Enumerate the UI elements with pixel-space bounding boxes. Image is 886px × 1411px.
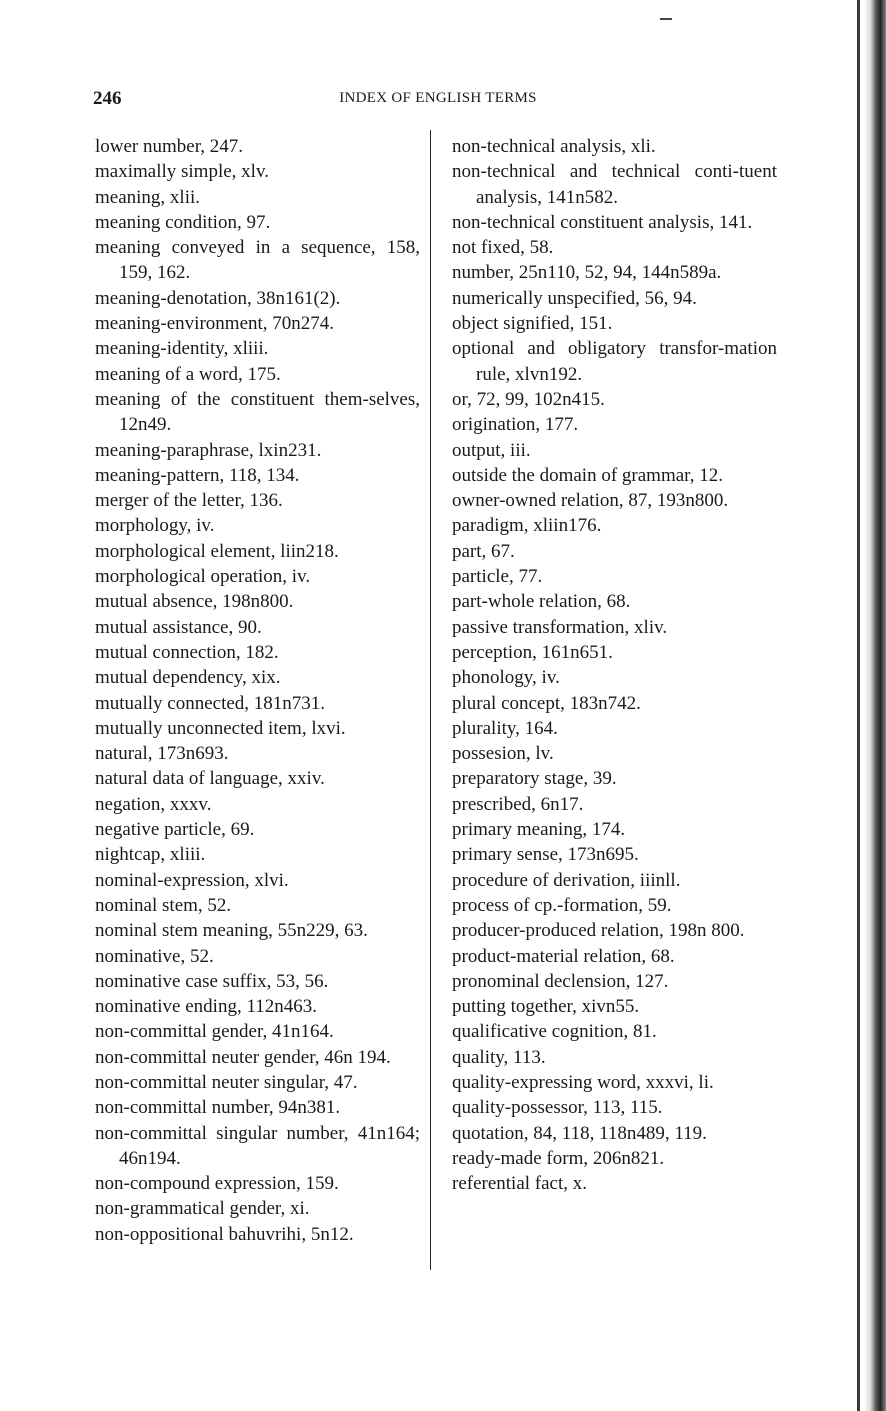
index-entry: nightcap, xliii. xyxy=(95,844,206,866)
index-entry: meaning-denotation, 38n161(2). xyxy=(95,287,341,309)
index-entry: passive transformation, xliv. xyxy=(452,616,668,638)
index-entry: optional and obligatory transfor-mation rule, xlvn192. xyxy=(452,338,777,385)
page-number: 246 xyxy=(93,88,122,109)
index-entry: quality-possessor, 113, 115. xyxy=(452,1097,663,1119)
index-entry: merger of the letter, 136. xyxy=(95,490,283,512)
index-entry: non-committal gender, 41n164. xyxy=(95,1021,334,1043)
index-entry: procedure of derivation, iiinll. xyxy=(452,869,681,891)
index-entry: meaning of a word, 175. xyxy=(95,363,281,385)
index-entry: nominal-expression, xlvi. xyxy=(95,869,289,891)
index-entry: outside the domain of grammar, 12. xyxy=(452,464,723,486)
index-entry: output, iii. xyxy=(452,439,531,461)
index-entry: part-whole relation, 68. xyxy=(452,591,631,613)
index-entry: morphology, iv. xyxy=(95,515,215,537)
index-entry: non-committal number, 94n381. xyxy=(95,1097,341,1119)
index-entry: mutual absence, 198n800. xyxy=(95,591,294,613)
index-entry: mutual connection, 182. xyxy=(95,641,279,663)
index-entry: mutual assistance, 90. xyxy=(95,616,262,638)
index-entry: meaning-pattern, 118, 134. xyxy=(95,464,300,486)
index-entry: mutually connected, 181n731. xyxy=(95,692,326,714)
index-entry: particle, 77. xyxy=(452,566,543,588)
index-entry: morphological operation, iv. xyxy=(95,566,311,588)
index-entry: mutually unconnected item, lxvi. xyxy=(95,717,346,739)
index-entry: or, 72, 99, 102n415. xyxy=(452,388,605,410)
index-entry: maximally simple, xlv. xyxy=(95,161,269,183)
index-entry: non-technical and technical conti-tuent analysis, 141n582. xyxy=(452,161,777,208)
index-entry: plural concept, 183n742. xyxy=(452,692,641,714)
index-entry: non-grammatical gender, xi. xyxy=(95,1198,310,1220)
index-entry: natural, 173n693. xyxy=(95,743,229,765)
index-entry: ready-made form, 206n821. xyxy=(452,1147,665,1169)
binding-edge-line xyxy=(857,0,860,1411)
index-entry: non-technical constituent analysis, 141. xyxy=(452,211,753,233)
index-entry: pronominal declension, 127. xyxy=(452,970,669,992)
index-entry: number, 25n110, 52, 94, 144n589a. xyxy=(452,262,722,284)
index-entry: paradigm, xliin176. xyxy=(452,515,602,537)
index-entry: non-committal neuter gender, 46n 194. xyxy=(95,1046,391,1068)
index-column-right xyxy=(452,134,777,1196)
index-entry: nominative case suffix, 53, 56. xyxy=(95,970,329,992)
index-entry: process of cp.-formation, 59. xyxy=(452,894,672,916)
running-head: INDEX OF ENGLISH TERMS xyxy=(339,90,537,106)
index-entry: product-material relation, 68. xyxy=(452,945,675,967)
index-entry: quality, 113. xyxy=(452,1046,546,1068)
index-entry: meaning-environment, 70n274. xyxy=(95,313,335,335)
index-entry: plurality, 164. xyxy=(452,717,558,739)
index-entry: owner-owned relation, 87, 193n800. xyxy=(452,490,729,512)
index-entry: part, 67. xyxy=(452,540,515,562)
index-entry: quotation, 84, 118, 118n489, 119. xyxy=(452,1122,707,1144)
index-entry: prescribed, 6n17. xyxy=(452,793,584,815)
index-entry: meaning condition, 97. xyxy=(95,211,271,233)
index-entry: meaning-identity, xliii. xyxy=(95,338,269,360)
index-entry: natural data of language, xxiv. xyxy=(95,768,325,790)
index-entry: non-committal neuter singular, 47. xyxy=(95,1071,358,1093)
index-entry: meaning, xlii. xyxy=(95,186,201,208)
index-entry: perception, 161n651. xyxy=(452,641,613,663)
scan-mark xyxy=(660,18,672,20)
index-entry: numerically unspecified, 56, 94. xyxy=(452,287,697,309)
column-divider xyxy=(430,130,431,1270)
index-entry: producer-produced relation, 198n 800. xyxy=(452,920,745,942)
index-entry: nominative ending, 112n463. xyxy=(95,996,317,1018)
index-entry: morphological element, liin218. xyxy=(95,540,339,562)
index-entry: primary sense, 173n695. xyxy=(452,844,639,866)
index-entry: preparatory stage, 39. xyxy=(452,768,617,790)
index-entry: non-committal singular number, 41n164; 46n194. xyxy=(95,1122,420,1169)
index-entry: negation, xxxv. xyxy=(95,793,212,815)
index-entry: origination, 177. xyxy=(452,414,579,436)
index-entry: lower number, 247. xyxy=(95,136,244,157)
index-entry: nominal stem, 52. xyxy=(95,894,232,916)
index-entry: non-oppositional bahuvrihi, 5n12. xyxy=(95,1223,354,1245)
index-column-left xyxy=(95,134,420,1247)
index-entry: mutual dependency, xix. xyxy=(95,667,281,689)
index-entry: non-compound expression, 159. xyxy=(95,1173,339,1195)
index-entry: nominative, 52. xyxy=(95,945,214,967)
book-binding-shadow xyxy=(864,0,886,1411)
index-entry: qualificative cognition, 81. xyxy=(452,1021,657,1043)
index-entry: nominal stem meaning, 55n229, 63. xyxy=(95,920,368,942)
index-entry: meaning conveyed in a sequence, 158, 159, 162. xyxy=(95,237,420,284)
index-entry: non-technical analysis, xli. xyxy=(452,136,656,157)
index-entry: not fixed, 58. xyxy=(452,237,554,259)
index-entry: phonology, iv. xyxy=(452,667,560,689)
index-entry: quality-expressing word, xxxvi, li. xyxy=(452,1071,714,1093)
index-entry: possesion, lv. xyxy=(452,743,554,765)
index-entry: meaning of the constituent them-selves, 12n49. xyxy=(95,388,420,436)
index-entry: primary meaning, 174. xyxy=(452,819,626,841)
index-entry: referential fact, x. xyxy=(452,1173,588,1195)
index-entry: object signified, 151. xyxy=(452,313,613,335)
index-entry: meaning-paraphrase, lxin231. xyxy=(95,439,322,461)
index-entry: putting together, xivn55. xyxy=(452,996,640,1018)
index-entry: negative particle, 69. xyxy=(95,819,255,841)
